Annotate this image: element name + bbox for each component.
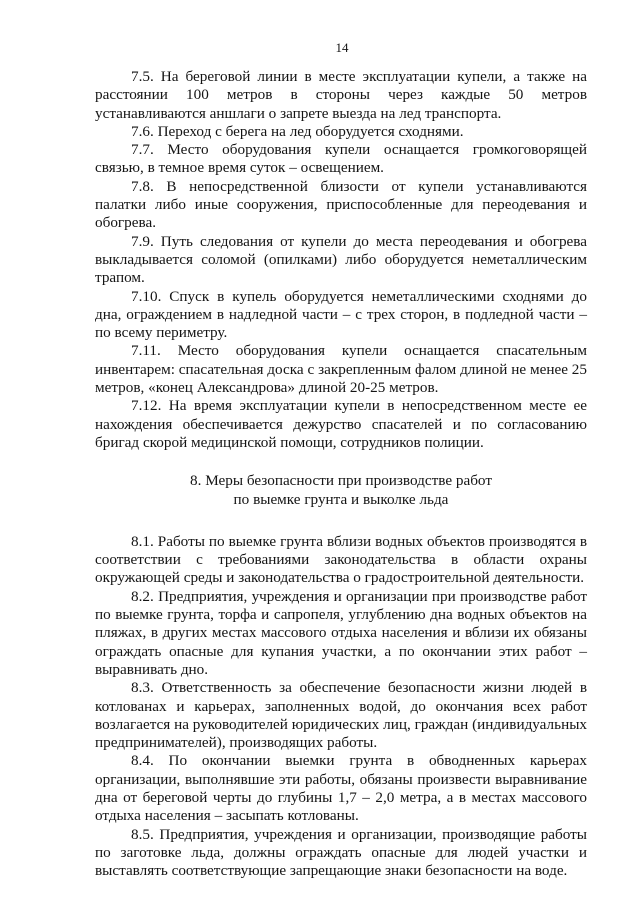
paragraph-8-1: 8.1. Работы по выемке грунта вблизи водных объектов производятся в соответствии с требованиями законодательства в области охраны окружающей среды и законодательства о градостроительной деятельности. [95, 532, 587, 587]
paragraph-7-11: 7.11. Место оборудования купели оснащается спасательным инвентарем: спасательная доска с закрепленным фалом длиной не менее 25 метров, «конец Александрова» длиной 20-25 метров. [95, 342, 587, 397]
paragraph-7-12: 7.12. На время эксплуатации купели в непосредственном месте ее нахождения обеспечивается дежурство спасателей и по согласованию бригад скорой медицинской помощи, сотрудников полиции. [95, 397, 587, 451]
paragraph-7-6: 7.6. Переход с берега на лед оборудуется сходнями. [131, 122, 464, 140]
paragraph-8-4: 8.4. По окончании выемки грунта в обводненных карьерах организации, выполнявшие эти работы, обязаны произвести выравнивание дна от береговой черты до глубины 1,7 – 2,0 метра, а в местах массового отдыха населения – засыпать котлованы. [95, 752, 587, 825]
section-8-heading-line-2: по выемке грунта и выколке льда [233, 490, 449, 508]
paragraph-7-8: 7.8. В непосредственной близости от купели устанавливаются палатки либо иные сооружения, приспособленные для переодевания и обогрева. [95, 177, 587, 232]
paragraph-8-2: 8.2. Предприятия, учреждения и организации при производстве работ по выемке грунта, торфа и сапропеля, углублению дна водных объектов на пляжах, в других местах массового отдыха населения и вблизи их обязаны ограждать опасные для купания участки, а по окончании этих работ – выравнивать дно. [95, 587, 587, 678]
paragraph-7-9: 7.9. Путь следования от купели до места переодевания и обогрева выкладывается соломой (опилками) либо оборудуется неметаллическим трапом. [95, 232, 587, 287]
paragraph-7-5: 7.5. На береговой линии в месте эксплуатации купели, а также на расстоянии 100 метров в стороны через каждые 50 метров устанавливаются аншлаги о запрете выезда на лед транспорта. [95, 68, 587, 122]
page-number: 14 [335, 40, 349, 55]
section-8-heading [95, 472, 587, 509]
paragraph-8-5: 8.5. Предприятия, учреждения и организации, производящие работы по заготовке льда, должны ограждать опасные для людей участки и выставлять соответствующие запрещающие знаки безопасности на воде. [95, 825, 587, 880]
paragraph-7-7: 7.7. Место оборудования купели оснащается громкоговорящей связью, в темное время суток – освещением. [95, 141, 587, 177]
paragraph-8-3: 8.3. Ответственность за обеспечение безопасности жизни людей в котлованах и карьерах, заполненных водой, до окончания всех работ возлагается на руководителей юридических лиц, граждан (индивидуальных предпринимателей), производящих работы. [95, 679, 587, 752]
paragraph-7-10: 7.10. Спуск в купель оборудуется неметаллическими сходнями до дна, ограждением в надледной части – с трех сторон, в подледной части – по всему периметру. [95, 287, 587, 342]
section-8-heading-line-1: 8. Меры безопасности при производстве работ [190, 472, 492, 490]
